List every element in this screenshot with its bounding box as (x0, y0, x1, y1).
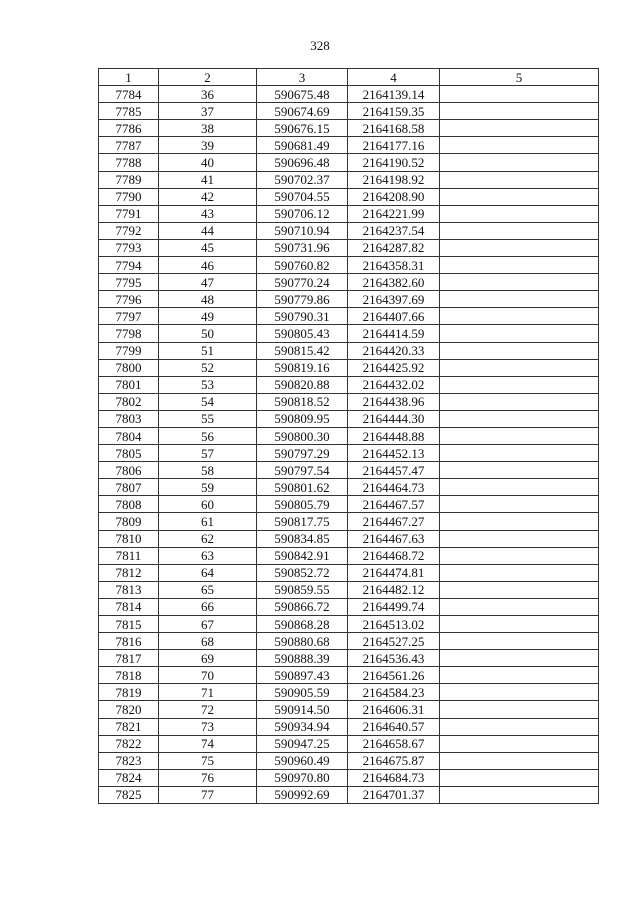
table-cell: 590704.55 (257, 188, 348, 205)
table-cell: 7804 (99, 427, 159, 444)
table-cell: 590818.52 (257, 393, 348, 410)
table-cell: 590674.69 (257, 103, 348, 120)
table-row (99, 598, 599, 615)
table-row (99, 308, 599, 325)
table-cell (440, 257, 599, 274)
table-cell: 590834.85 (257, 530, 348, 547)
table-cell (440, 445, 599, 462)
table-cell: 2164675.87 (348, 752, 440, 769)
table-cell (440, 462, 599, 479)
table-cell: 42 (159, 188, 257, 205)
table-cell (440, 103, 599, 120)
table-row (99, 718, 599, 735)
table-cell (440, 222, 599, 239)
table-cell: 61 (159, 513, 257, 530)
table-row (99, 427, 599, 444)
table-cell: 7821 (99, 718, 159, 735)
column-header: 2 (159, 69, 257, 86)
table-cell (440, 171, 599, 188)
column-header: 3 (257, 69, 348, 86)
table-cell: 7825 (99, 786, 159, 803)
table-cell: 41 (159, 171, 257, 188)
table-cell: 590696.48 (257, 154, 348, 171)
table-row (99, 274, 599, 291)
table-row (99, 684, 599, 701)
table-cell: 2164438.96 (348, 393, 440, 410)
table-cell: 2164464.73 (348, 479, 440, 496)
table-cell: 590934.94 (257, 718, 348, 735)
table-cell (440, 786, 599, 803)
table-cell (440, 410, 599, 427)
table-cell: 7788 (99, 154, 159, 171)
table-cell: 590770.24 (257, 274, 348, 291)
table-cell: 57 (159, 445, 257, 462)
table-cell: 590797.29 (257, 445, 348, 462)
table-cell: 7811 (99, 547, 159, 564)
table-cell: 2164221.99 (348, 205, 440, 222)
table-cell (440, 650, 599, 667)
table-cell: 7820 (99, 701, 159, 718)
table-cell: 36 (159, 86, 257, 103)
table-cell: 2164159.35 (348, 103, 440, 120)
table-cell: 590710.94 (257, 222, 348, 239)
table-header-row (99, 69, 599, 86)
table-row (99, 462, 599, 479)
table-cell: 40 (159, 154, 257, 171)
table-cell: 2164640.57 (348, 718, 440, 735)
table-cell: 39 (159, 137, 257, 154)
table-cell: 590842.91 (257, 547, 348, 564)
table-cell: 52 (159, 359, 257, 376)
table-cell: 590681.49 (257, 137, 348, 154)
table-cell: 7805 (99, 445, 159, 462)
table-cell: 2164658.67 (348, 735, 440, 752)
table-row (99, 376, 599, 393)
table-row (99, 171, 599, 188)
table-row (99, 633, 599, 650)
table-cell: 7824 (99, 769, 159, 786)
table-row (99, 103, 599, 120)
table-cell: 7797 (99, 308, 159, 325)
table-cell: 74 (159, 735, 257, 752)
table-cell: 590706.12 (257, 205, 348, 222)
table-cell: 7786 (99, 120, 159, 137)
table-cell: 7812 (99, 564, 159, 581)
table-cell: 62 (159, 530, 257, 547)
table-cell: 7814 (99, 598, 159, 615)
table-cell: 590905.59 (257, 684, 348, 701)
table-row (99, 752, 599, 769)
coordinates-table (98, 68, 599, 804)
table-cell (440, 684, 599, 701)
table-cell (440, 513, 599, 530)
table-cell (440, 701, 599, 718)
table-cell: 58 (159, 462, 257, 479)
table-row (99, 479, 599, 496)
table-cell: 75 (159, 752, 257, 769)
table-cell: 2164606.31 (348, 701, 440, 718)
table-cell: 590947.25 (257, 735, 348, 752)
table-cell: 7802 (99, 393, 159, 410)
table-cell: 76 (159, 769, 257, 786)
table-cell: 2164457.47 (348, 462, 440, 479)
table-cell (440, 718, 599, 735)
column-header: 4 (348, 69, 440, 86)
table-cell: 66 (159, 598, 257, 615)
table-row (99, 616, 599, 633)
table-cell: 590702.37 (257, 171, 348, 188)
table-cell: 590820.88 (257, 376, 348, 393)
table-cell: 2164474.81 (348, 564, 440, 581)
table-cell (440, 120, 599, 137)
table-cell (440, 342, 599, 359)
table-cell: 2164382.60 (348, 274, 440, 291)
table-cell (440, 667, 599, 684)
table-cell (440, 274, 599, 291)
table-row (99, 239, 599, 256)
table-cell: 45 (159, 239, 257, 256)
table-cell: 2164482.12 (348, 581, 440, 598)
table-cell: 590817.75 (257, 513, 348, 530)
table-cell: 2164513.02 (348, 616, 440, 633)
table-cell: 7819 (99, 684, 159, 701)
table-cell: 590790.31 (257, 308, 348, 325)
table-cell (440, 239, 599, 256)
table-cell: 7796 (99, 291, 159, 308)
table-cell: 2164168.58 (348, 120, 440, 137)
table-cell: 590914.50 (257, 701, 348, 718)
table-cell: 2164177.16 (348, 137, 440, 154)
table-cell: 2164468.72 (348, 547, 440, 564)
table-cell: 590880.68 (257, 633, 348, 650)
table-row (99, 222, 599, 239)
table-cell: 2164467.63 (348, 530, 440, 547)
table-row (99, 513, 599, 530)
table-cell: 7817 (99, 650, 159, 667)
table-cell: 590809.95 (257, 410, 348, 427)
table-cell: 7793 (99, 239, 159, 256)
table-cell (440, 325, 599, 342)
table-cell: 590970.80 (257, 769, 348, 786)
table-cell: 590852.72 (257, 564, 348, 581)
table-cell: 73 (159, 718, 257, 735)
table-row (99, 325, 599, 342)
table-row (99, 291, 599, 308)
table-cell: 2164561.26 (348, 667, 440, 684)
table-row (99, 359, 599, 376)
table-cell: 2164452.13 (348, 445, 440, 462)
table-cell: 590992.69 (257, 786, 348, 803)
table-cell: 590779.86 (257, 291, 348, 308)
table-cell: 2164414.59 (348, 325, 440, 342)
table-cell: 7785 (99, 103, 159, 120)
table-row (99, 735, 599, 752)
table-row (99, 786, 599, 803)
table-cell: 2164139.14 (348, 86, 440, 103)
table-cell: 7799 (99, 342, 159, 359)
table-cell: 590760.82 (257, 257, 348, 274)
column-header: 1 (99, 69, 159, 86)
table-cell: 2164444.30 (348, 410, 440, 427)
page-number: 328 (310, 38, 330, 53)
table-row (99, 137, 599, 154)
table-row (99, 530, 599, 547)
table-cell: 43 (159, 205, 257, 222)
table-cell: 7787 (99, 137, 159, 154)
table-cell: 590805.43 (257, 325, 348, 342)
table-cell: 590797.54 (257, 462, 348, 479)
table-row (99, 205, 599, 222)
table-cell: 590805.79 (257, 496, 348, 513)
table-cell: 2164425.92 (348, 359, 440, 376)
table-cell: 2164536.43 (348, 650, 440, 667)
table-cell: 7801 (99, 376, 159, 393)
table-cell: 2164684.73 (348, 769, 440, 786)
table-cell: 53 (159, 376, 257, 393)
table-cell (440, 530, 599, 547)
table-cell: 2164467.27 (348, 513, 440, 530)
table-cell: 64 (159, 564, 257, 581)
table-row (99, 650, 599, 667)
table-cell: 44 (159, 222, 257, 239)
table-row (99, 769, 599, 786)
table-row (99, 445, 599, 462)
table-cell: 48 (159, 291, 257, 308)
table-cell: 2164499.74 (348, 598, 440, 615)
table-cell: 2164420.33 (348, 342, 440, 359)
table-row (99, 496, 599, 513)
table-cell: 590868.28 (257, 616, 348, 633)
table-cell (440, 308, 599, 325)
table-cell: 590801.62 (257, 479, 348, 496)
table-cell: 65 (159, 581, 257, 598)
table-cell: 2164397.69 (348, 291, 440, 308)
table-cell: 67 (159, 616, 257, 633)
table-cell: 7795 (99, 274, 159, 291)
table-cell: 7803 (99, 410, 159, 427)
table-cell: 7815 (99, 616, 159, 633)
table-cell (440, 547, 599, 564)
table-cell (440, 137, 599, 154)
table-cell: 70 (159, 667, 257, 684)
table-row (99, 154, 599, 171)
table-cell (440, 616, 599, 633)
table-cell: 7807 (99, 479, 159, 496)
table-cell: 7784 (99, 86, 159, 103)
table-row (99, 547, 599, 564)
table-cell: 72 (159, 701, 257, 718)
table-cell (440, 291, 599, 308)
table-cell (440, 735, 599, 752)
table-cell: 2164237.54 (348, 222, 440, 239)
table-body (99, 86, 599, 804)
table-cell: 2164432.02 (348, 376, 440, 393)
table-cell: 7806 (99, 462, 159, 479)
table-cell: 2164701.37 (348, 786, 440, 803)
table-row (99, 120, 599, 137)
table-cell: 50 (159, 325, 257, 342)
table-cell: 590960.49 (257, 752, 348, 769)
table-cell: 7808 (99, 496, 159, 513)
table-cell: 7794 (99, 257, 159, 274)
table-cell (440, 769, 599, 786)
table-cell: 46 (159, 257, 257, 274)
column-header: 5 (440, 69, 599, 86)
table-cell: 7822 (99, 735, 159, 752)
table-cell: 7791 (99, 205, 159, 222)
table-cell: 7810 (99, 530, 159, 547)
table-row (99, 257, 599, 274)
table-cell: 7823 (99, 752, 159, 769)
table-row (99, 701, 599, 718)
table-cell: 2164407.66 (348, 308, 440, 325)
table-cell: 54 (159, 393, 257, 410)
table-cell: 7789 (99, 171, 159, 188)
table-cell: 7790 (99, 188, 159, 205)
table-cell (440, 479, 599, 496)
table-cell (440, 154, 599, 171)
table-cell (440, 376, 599, 393)
table-cell: 2164448.88 (348, 427, 440, 444)
table-cell (440, 496, 599, 513)
table-cell: 51 (159, 342, 257, 359)
table-cell (440, 205, 599, 222)
table-cell: 63 (159, 547, 257, 564)
table-cell: 2164287.82 (348, 239, 440, 256)
table-cell: 55 (159, 410, 257, 427)
table-cell (440, 393, 599, 410)
table-row (99, 581, 599, 598)
table-cell: 7816 (99, 633, 159, 650)
table-cell (440, 581, 599, 598)
table-cell: 7792 (99, 222, 159, 239)
table-cell: 77 (159, 786, 257, 803)
table-cell: 38 (159, 120, 257, 137)
table-row (99, 188, 599, 205)
table-cell (440, 188, 599, 205)
table-cell: 590819.16 (257, 359, 348, 376)
table-cell: 7800 (99, 359, 159, 376)
table-cell: 2164198.92 (348, 171, 440, 188)
table-cell (440, 598, 599, 615)
table-cell: 68 (159, 633, 257, 650)
table-cell (440, 427, 599, 444)
table-row (99, 410, 599, 427)
table-cell: 2164584.23 (348, 684, 440, 701)
table-cell: 37 (159, 103, 257, 120)
table-cell: 590888.39 (257, 650, 348, 667)
table-cell: 7798 (99, 325, 159, 342)
table-cell: 590859.55 (257, 581, 348, 598)
table-cell (440, 752, 599, 769)
table-cell: 2164190.52 (348, 154, 440, 171)
table-cell: 590731.96 (257, 239, 348, 256)
table-cell: 59 (159, 479, 257, 496)
table-cell: 590800.30 (257, 427, 348, 444)
table-row (99, 393, 599, 410)
table-row (99, 667, 599, 684)
table-cell: 590897.43 (257, 667, 348, 684)
table-cell: 7813 (99, 581, 159, 598)
table-cell (440, 564, 599, 581)
table-cell: 2164358.31 (348, 257, 440, 274)
table-cell: 590866.72 (257, 598, 348, 615)
table-cell: 69 (159, 650, 257, 667)
table-cell: 60 (159, 496, 257, 513)
table-cell: 56 (159, 427, 257, 444)
table-cell (440, 86, 599, 103)
table-cell: 71 (159, 684, 257, 701)
table-cell: 2164208.90 (348, 188, 440, 205)
table-cell: 7818 (99, 667, 159, 684)
table-cell: 590675.48 (257, 86, 348, 103)
table-row (99, 86, 599, 103)
table-cell: 7809 (99, 513, 159, 530)
table-row (99, 342, 599, 359)
table-cell (440, 633, 599, 650)
table-row (99, 564, 599, 581)
table-cell: 47 (159, 274, 257, 291)
table-cell: 49 (159, 308, 257, 325)
table-cell: 2164527.25 (348, 633, 440, 650)
table-cell: 590815.42 (257, 342, 348, 359)
table-cell: 2164467.57 (348, 496, 440, 513)
table-cell: 590676.15 (257, 120, 348, 137)
table-cell (440, 359, 599, 376)
